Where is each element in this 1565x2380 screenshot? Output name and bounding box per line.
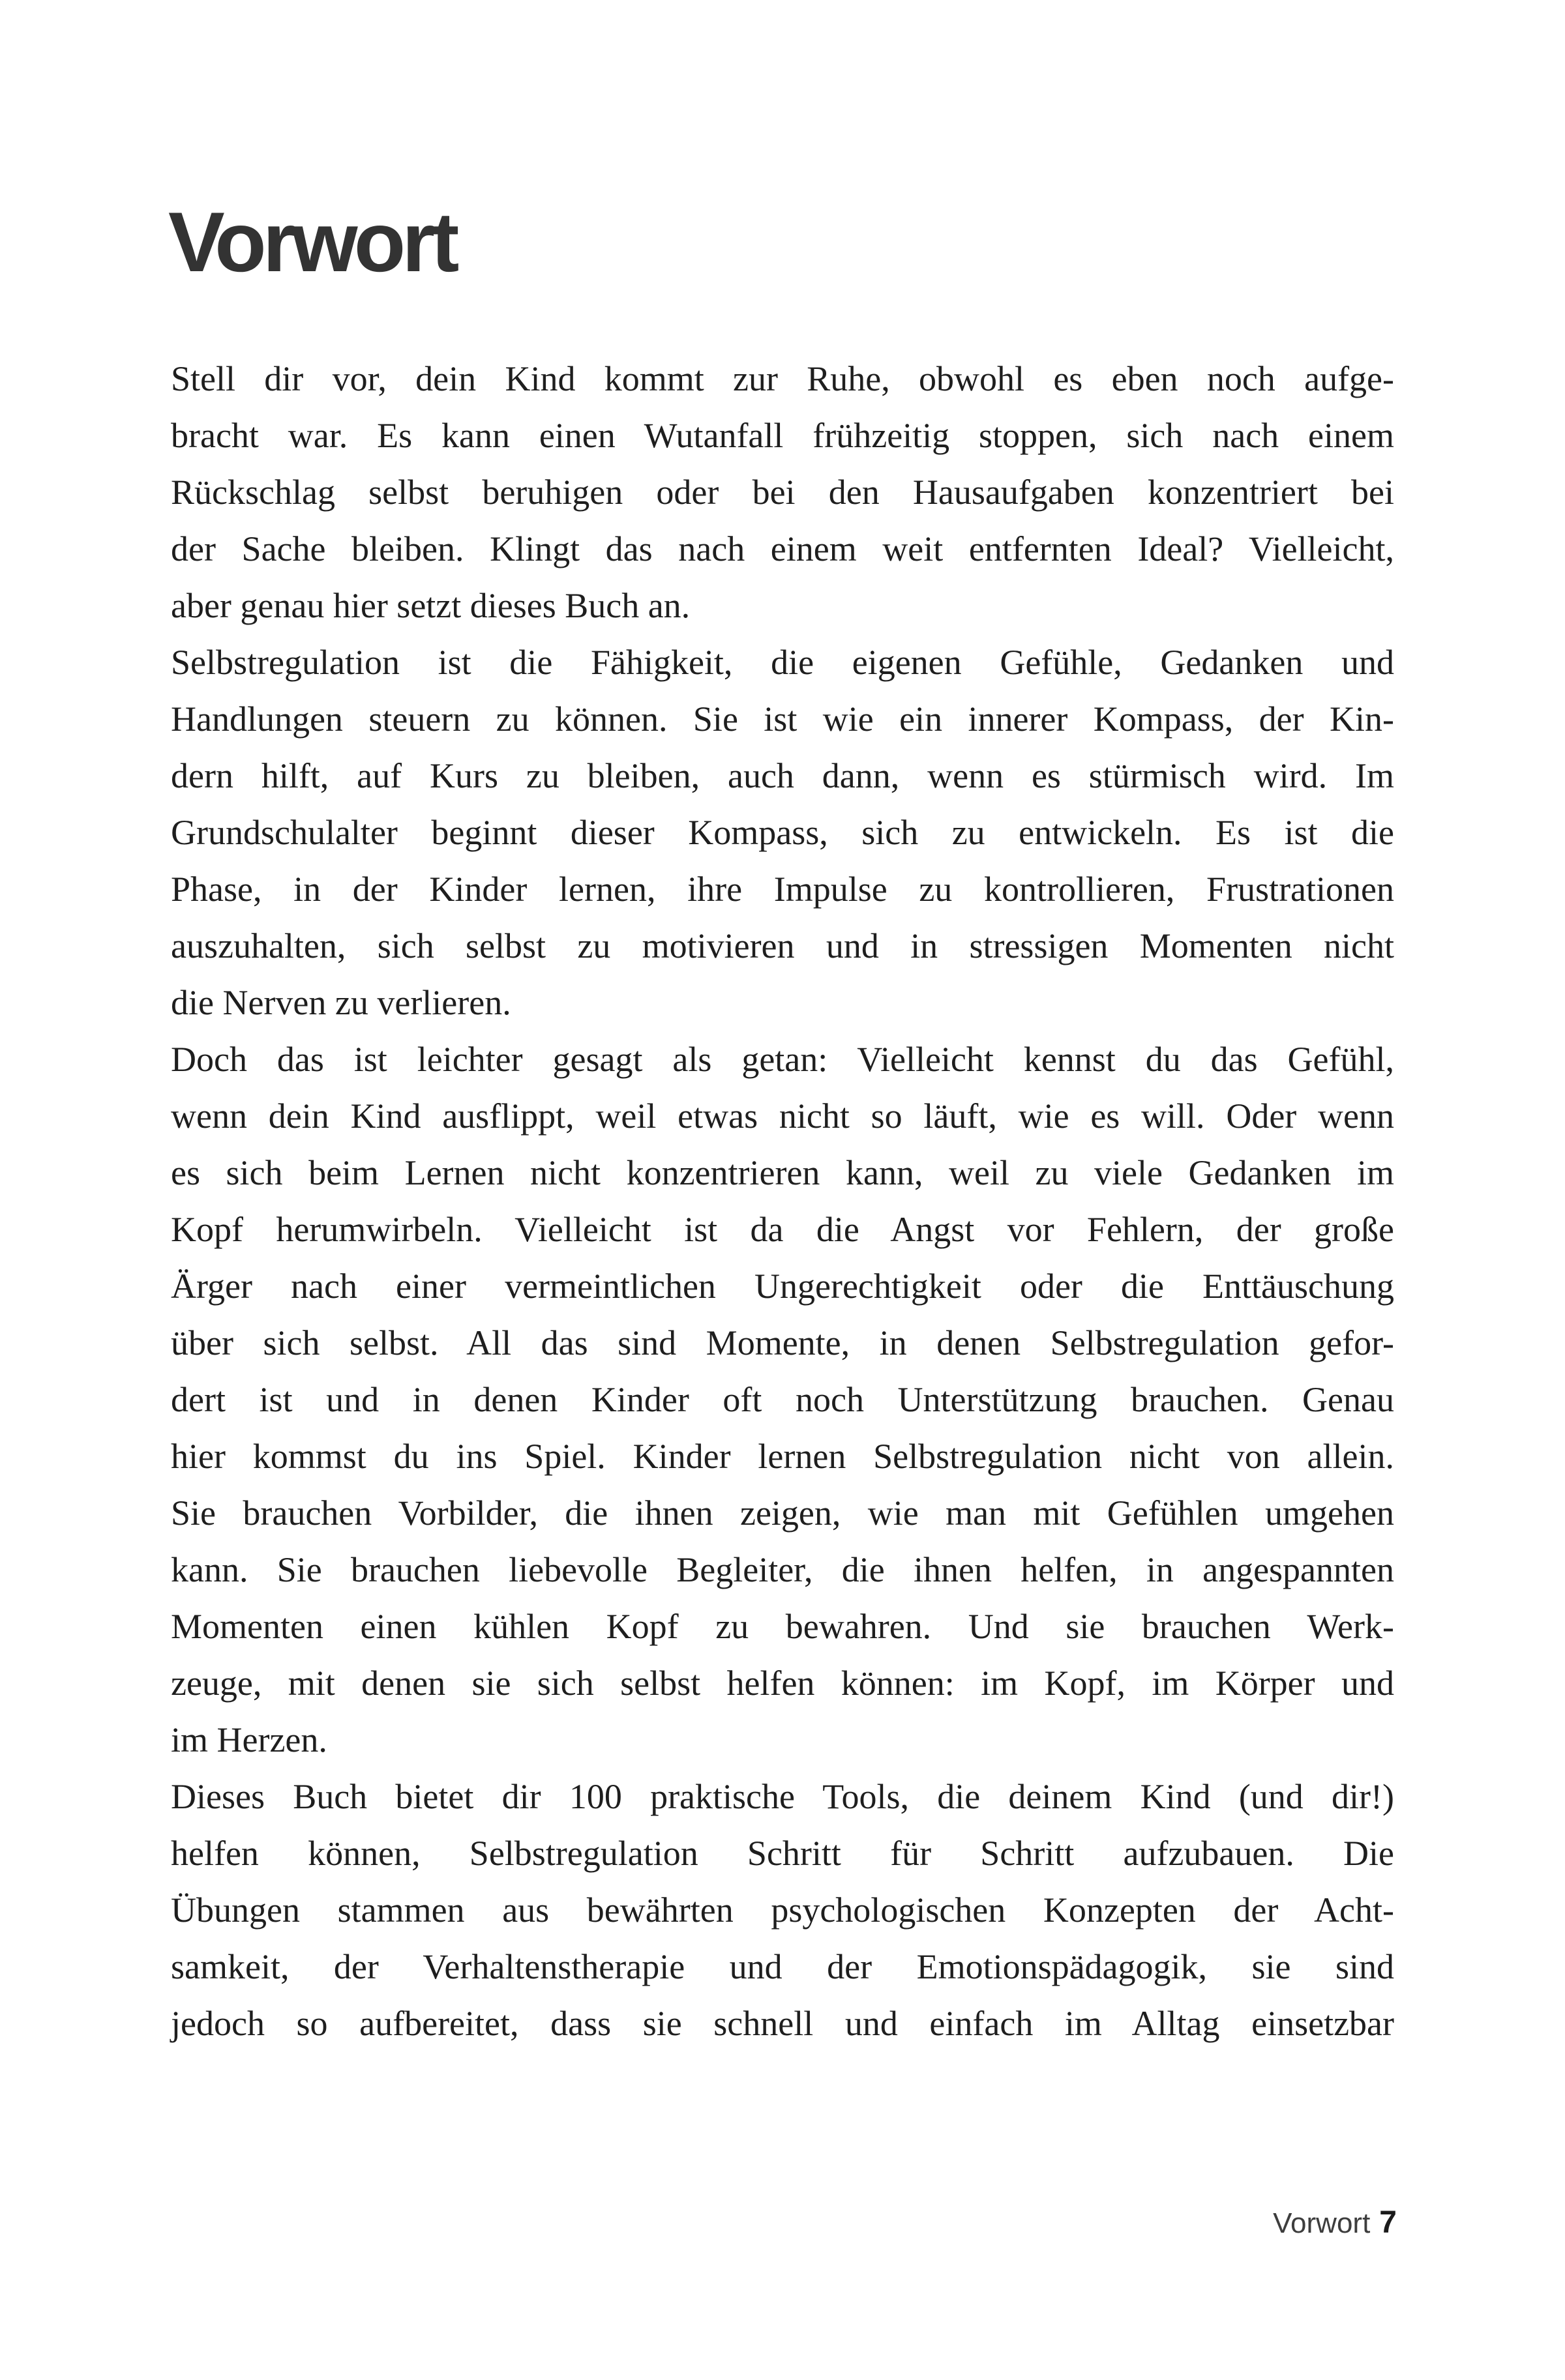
- body-line: Dieses Buch bietet dir 100 praktische Tools, die deinem Kind (und dir!): [171, 1777, 1394, 1816]
- body-line: Phase, in der Kinder lernen, ihre Impulse zu kontrollieren, Frustrationen: [171, 870, 1394, 909]
- body-line: aber genau hier setzt dieses Buch an.: [171, 586, 691, 625]
- body-line: jedoch so aufbereitet, dass sie schnell und einfach im Alltag einsetzbar: [171, 2004, 1394, 2043]
- body-line: Momenten einen kühlen Kopf zu bewahren. Und sie brauchen Werk-: [171, 1607, 1394, 1646]
- body-line: helfen können, Selbstregulation Schritt für Schritt aufzubauen. Die: [171, 1834, 1394, 1873]
- body-line: Selbstregulation ist die Fähigkeit, die eigenen Gefühle, Gedanken und: [171, 643, 1394, 682]
- body-line: hier kommst du ins Spiel. Kinder lernen Selbstregulation nicht von allein.: [171, 1437, 1394, 1476]
- body-line: Sie brauchen Vorbilder, die ihnen zeigen, wie man mit Gefühlen umgehen: [171, 1493, 1394, 1533]
- body-line: bracht war. Es kann einen Wutanfall frühzeitig stoppen, sich nach einem: [171, 416, 1394, 455]
- body-line: Übungen stammen aus bewährten psychologischen Konzepten der Acht-: [171, 1890, 1394, 1930]
- body-text: [171, 351, 1394, 2052]
- body-line: zeuge, mit denen sie sich selbst helfen können: im Kopf, im Körper und: [171, 1664, 1394, 1703]
- body-line: dert ist und in denen Kinder oft noch Unterstützung brauchen. Genau: [171, 1380, 1394, 1419]
- body-line: über sich selbst. All das sind Momente, in denen Selbstregulation gefor-: [171, 1323, 1394, 1362]
- body-line: dern hilft, auf Kurs zu bleiben, auch dann, wenn es stürmisch wird. Im: [171, 756, 1394, 795]
- body-line: die Nerven zu verlieren.: [171, 983, 511, 1022]
- body-line: Handlungen steuern zu können. Sie ist wie ein innerer Kompass, der Kin-: [171, 699, 1394, 739]
- body-line: Ärger nach einer vermeintlichen Ungerechtigkeit oder die Enttäuschung: [171, 1267, 1394, 1306]
- page-title: Vorwort: [168, 194, 456, 289]
- footer-page-number: 7: [1379, 2205, 1397, 2240]
- body-line: Grundschulalter beginnt dieser Kompass, sich zu entwickeln. Es ist die: [171, 813, 1394, 852]
- body-line: im Herzen.: [171, 1720, 327, 1759]
- body-line: auszuhalten, sich selbst zu motivieren und in stressigen Momenten nicht: [171, 926, 1394, 965]
- body-line: samkeit, der Verhaltenstherapie und der Emotionspädagogik, sie sind: [171, 1947, 1394, 1986]
- body-line: Kopf herumwirbeln. Vielleicht ist da die Angst vor Fehlern, der große: [171, 1210, 1394, 1249]
- body-line: wenn dein Kind ausflippt, weil etwas nicht so läuft, wie es will. Oder wenn: [171, 1096, 1394, 1136]
- body-line: kann. Sie brauchen liebevolle Begleiter, die ihnen helfen, in angespannten: [171, 1550, 1394, 1589]
- body-line: Rückschlag selbst beruhigen oder bei den Hausaufgaben konzentriert bei: [171, 473, 1394, 512]
- body-line: der Sache bleiben. Klingt das nach einem weit entfernten Ideal? Vielleicht,: [171, 529, 1394, 568]
- body-line: Doch das ist leichter gesagt als getan: Vielleicht kennst du das Gefühl,: [171, 1040, 1394, 1079]
- body-line: es sich beim Lernen nicht konzentrieren kann, weil zu viele Gedanken im: [171, 1153, 1394, 1192]
- footer: [1273, 2206, 1397, 2247]
- body-line: Stell dir vor, dein Kind kommt zur Ruhe, obwohl es eben noch aufge-: [171, 359, 1394, 398]
- footer-section-label: Vorwort: [1273, 2207, 1371, 2239]
